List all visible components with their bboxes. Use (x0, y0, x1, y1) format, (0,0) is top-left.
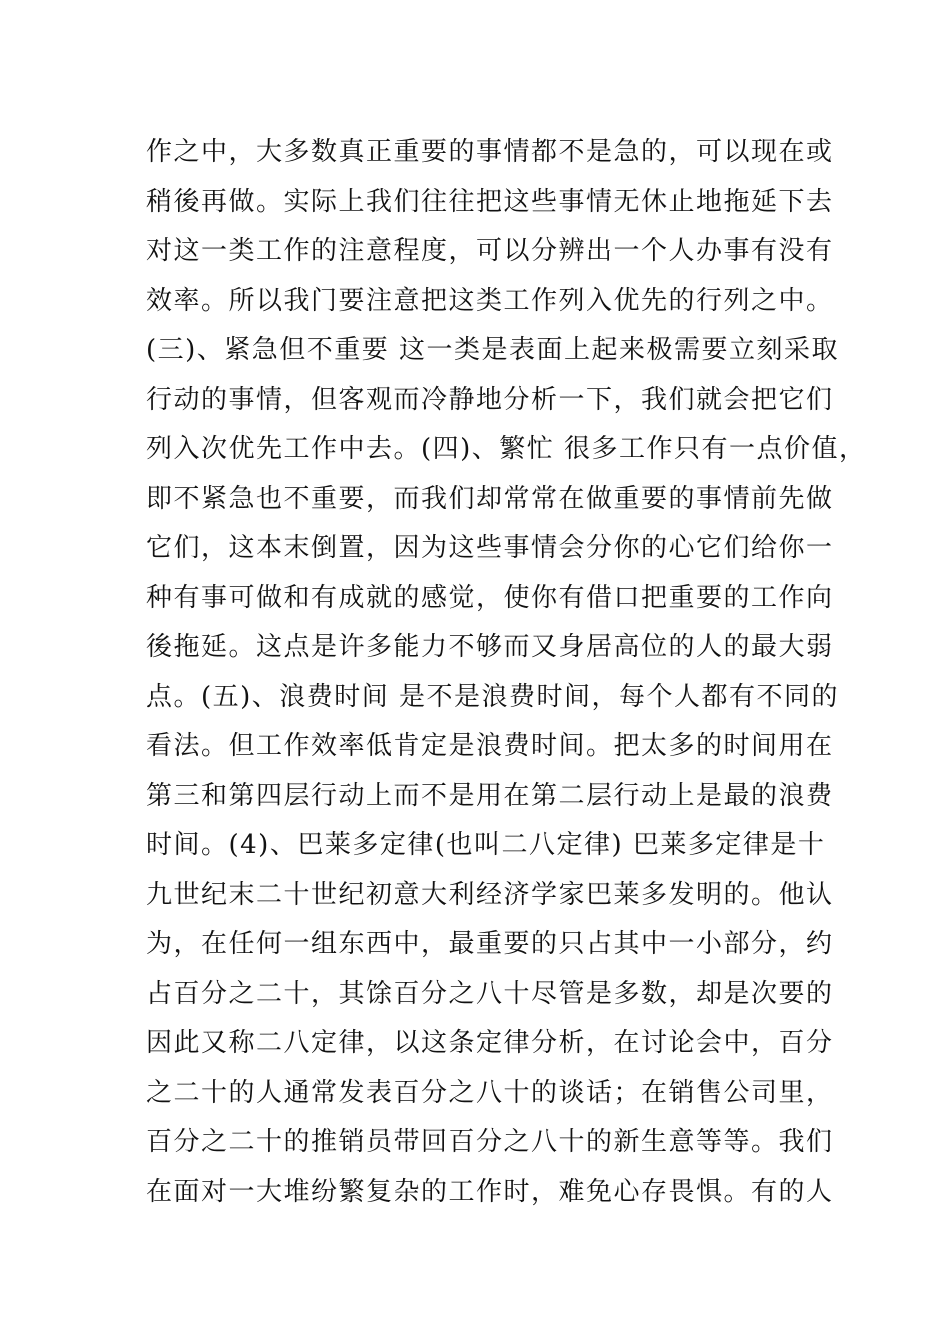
text-line: 对这一类工作的注意程度，可以分辨出一个人办事有没有 (146, 236, 834, 266)
text-line: 看法。但工作效率低肯定是浪费时间。把太多的时间用在 (146, 731, 834, 761)
text-line: 因此又称二八定律，以这条定律分析，在讨论会中，百分 (146, 1028, 834, 1058)
text-line: 稍後再做。实际上我们往往把这些事情无休止地拖延下去 (146, 186, 834, 217)
text-line: (三)、紧急但不重要 这一类是表面上起来极需要立刻采取 (146, 335, 840, 365)
text-line: 九世纪末二十世纪初意大利经济学家巴莱多发明的。他认 (146, 879, 834, 910)
text-line: 之二十的人通常发表百分之八十的谈话；在销售公司里， (146, 1077, 834, 1108)
text-line: 效率。所以我门要注意把这类工作列入优先的行列之中。 (146, 285, 834, 316)
text-line: 後拖延。这点是许多能力不够而又身居高位的人的最大弱 (146, 632, 834, 662)
text-line: 百分之二十的推销员带回百分之八十的新生意等等。我们 (146, 1127, 834, 1157)
text-line: 在面对一大堆纷繁复杂的工作时，难免心存畏惧。有的人 (146, 1176, 834, 1207)
body-text (146, 128, 867, 1217)
text-line: 列入次优先工作中去。(四)、繁忙 很多工作只有一点价值， (146, 434, 867, 464)
text-line: 种有事可做和有成就的感觉，使你有借口把重要的工作向 (146, 582, 834, 613)
text-line: 第三和第四层行动上而不是用在第二层行动上是最的浪费 (146, 780, 834, 811)
text-line: 点。(五)、浪费时间 是不是浪费时间，每个人都有不同的 (146, 681, 840, 712)
text-line: 占百分之二十，其馀百分之八十尽管是多数，却是次要的 (146, 978, 834, 1009)
text-line: 即不紧急也不重要，而我们却常常在做重要的事情前先做 (146, 483, 834, 514)
text-line: 行动的事情，但客观而冷静地分析一下，我们就会把它们 (146, 384, 834, 415)
text-line: 它们，这本末倒置，因为这些事情会分你的心它们给你一 (146, 533, 834, 563)
text-line: 作之中，大多数真正重要的事情都不是急的，可以现在或 (146, 137, 834, 167)
text-line: 为，在任何一组东西中，最重要的只占其中一小部分，约 (146, 929, 834, 959)
text-line: 时间。(4)、巴莱多定律(也叫二八定律) 巴莱多定律是十 (146, 830, 826, 860)
